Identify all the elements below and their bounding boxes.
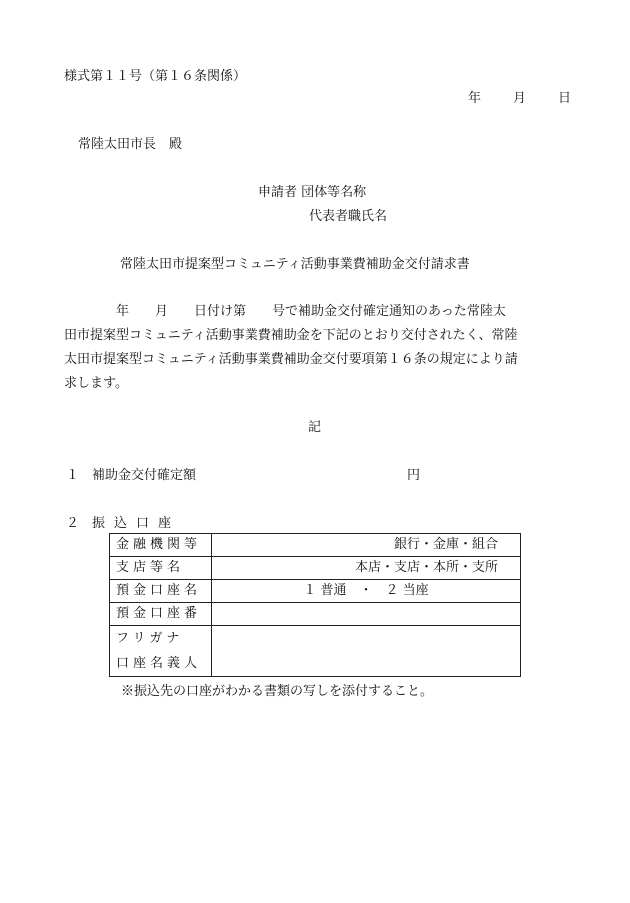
- body-line: 求します。: [64, 376, 128, 391]
- table-row: [110, 580, 521, 603]
- table-header-cell: [110, 626, 212, 677]
- date-line: [468, 91, 571, 107]
- item1-unit: 円: [407, 468, 421, 483]
- item1-label: 補助金交付確定額: [92, 468, 197, 483]
- date-month: 月: [513, 91, 527, 106]
- item2-label: 振込口座: [92, 516, 181, 531]
- table-value-cell: [212, 626, 521, 677]
- item2-number: ２: [66, 516, 80, 531]
- table-row: [110, 603, 521, 626]
- body-line: 太田市提案型コミュニティ活動事業費補助金交付要項第１６条の規定により請: [64, 352, 518, 367]
- table-value-cell: 本店・支店・本所・支所: [212, 557, 521, 580]
- table-value-cell: １ 普通 ・ ２ 当座: [212, 580, 521, 603]
- table-header-cell: 金融機関等: [110, 534, 212, 557]
- date-day: 日: [558, 91, 572, 106]
- furigana-header: フリガナ: [116, 631, 184, 646]
- applicant-org-label: 申請者 団体等名称: [258, 185, 367, 200]
- bank-account-table: [109, 533, 521, 677]
- addressee: 常陸太田市長 殿: [78, 137, 183, 152]
- applicant-rep-label: 代表者職氏名: [309, 209, 388, 224]
- table-row: [110, 557, 521, 580]
- table-value-cell: [212, 603, 521, 626]
- item1-number: １: [66, 468, 80, 483]
- form-number: 様式第１１号（第１６条関係）: [64, 69, 247, 84]
- ki-heading: 記: [308, 420, 322, 435]
- account-holder-header: 口座名義人: [116, 656, 202, 671]
- body-line: 年 月 日付け第 号で補助金交付確定通知のあった常陸太: [64, 304, 506, 319]
- date-year: 年: [468, 91, 482, 106]
- table-header-cell: 預金口座番: [110, 603, 212, 626]
- body-paragraph: [64, 300, 584, 396]
- attachment-note: ※振込先の口座がわかる書類の写しを添付すること。: [121, 684, 434, 699]
- body-line: 田市提案型コミュニティ活動事業費補助金を下記のとおり交付されたく、常陸: [64, 328, 518, 343]
- table-header-cell: 支店等名: [110, 557, 212, 580]
- table-value-cell: 銀行・金庫・組合: [212, 534, 521, 557]
- table-header-cell: 預金口座名: [110, 580, 212, 603]
- table-row: [110, 626, 521, 677]
- table-row: [110, 534, 521, 557]
- document-title: 常陸太田市提案型コミュニティ活動事業費補助金交付請求書: [120, 257, 470, 272]
